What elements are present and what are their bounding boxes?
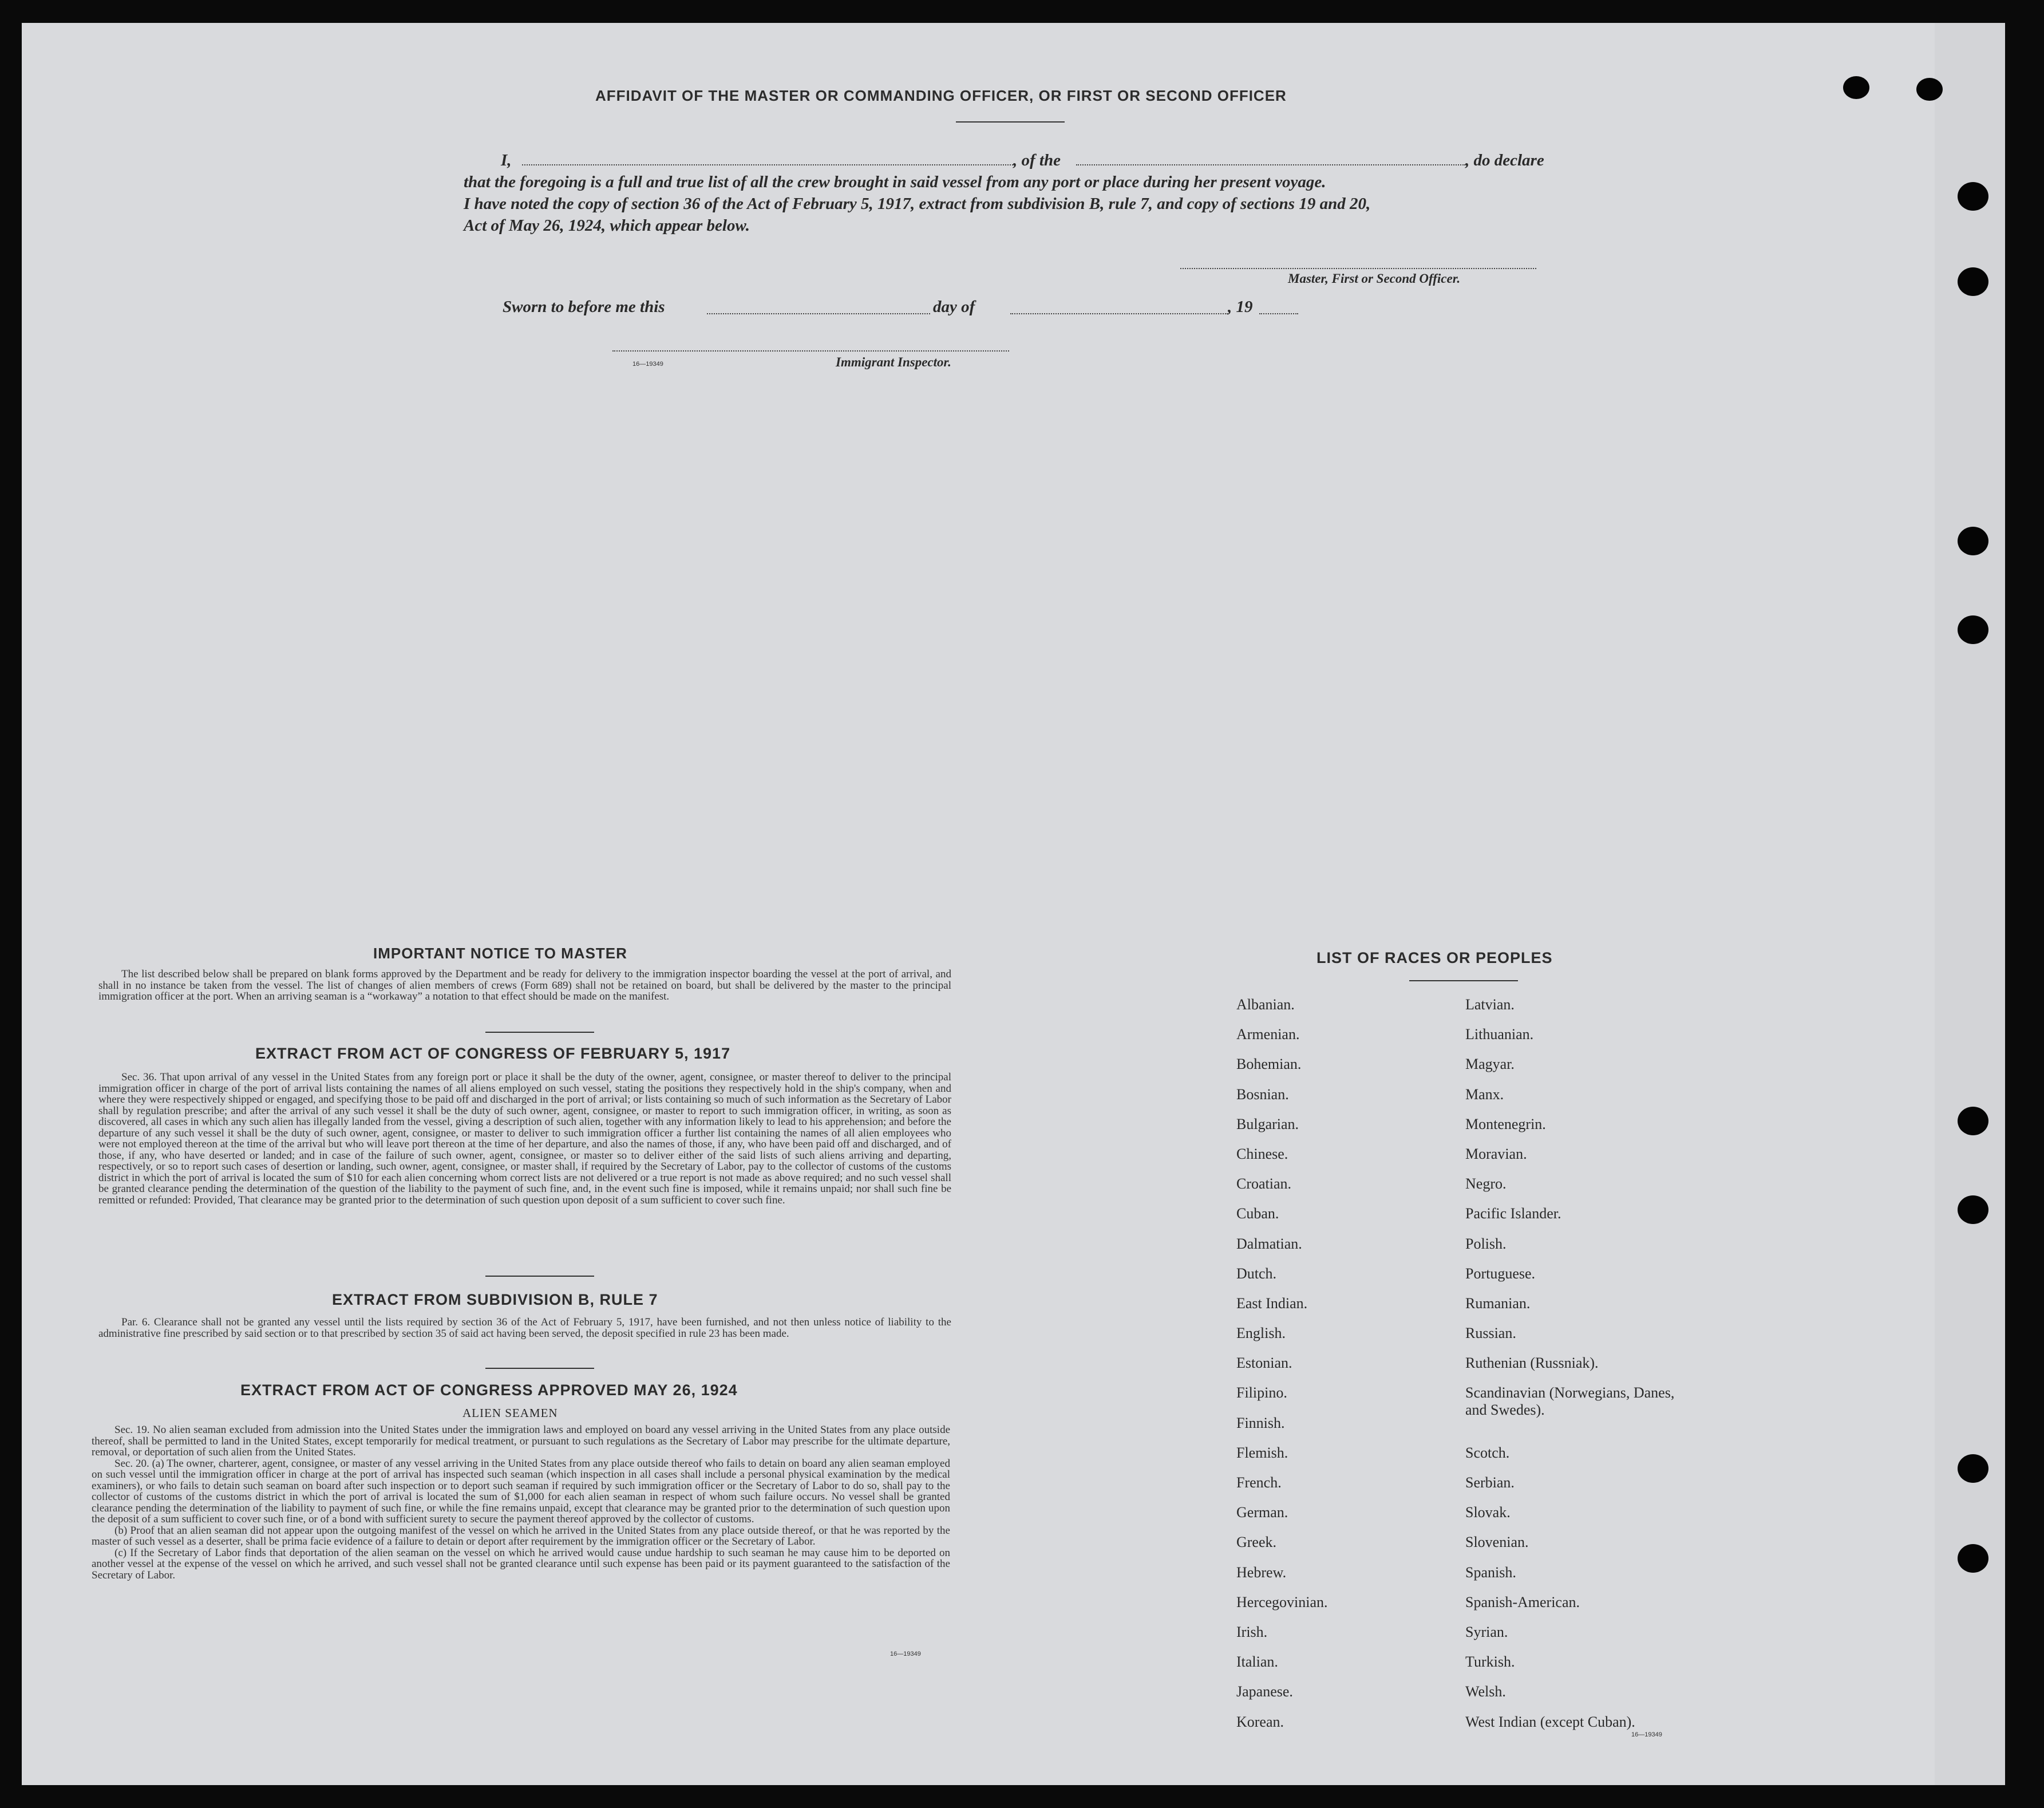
- year-prefix: , 19: [1228, 298, 1253, 316]
- race-item: Greek.: [1236, 1534, 1277, 1551]
- signature-label: Master, First or Second Officer.: [1288, 271, 1461, 286]
- race-item: Latvian.: [1465, 996, 1515, 1013]
- race-item: Armenian.: [1236, 1026, 1300, 1043]
- affidavit-title: AFFIDAVIT OF THE MASTER OR COMMANDING OFFICER, OR FIRST OR SECOND OFFICER: [595, 87, 1287, 104]
- race-item: Serbian.: [1465, 1474, 1515, 1491]
- race-item: West Indian (except Cuban).: [1465, 1713, 1635, 1730]
- race-item: Polish.: [1465, 1235, 1507, 1252]
- race-item: Irish.: [1236, 1623, 1268, 1640]
- race-item: Bulgarian.: [1236, 1115, 1299, 1132]
- title-underline: [956, 121, 1065, 123]
- form-number: 16—19349: [632, 361, 663, 368]
- sec-36-paragraph: Sec. 36. That upon arrival of any vessel in the United States from any foreign port or place it shall be the duty of the owner, agent, consignee, or master thereof to deliver to the principal immigration officer in charge of the port of arrival lists containing the names of all aliens employed on such vessel, stating the positions they respectively hold in the ship's company, when and where they were respectively shipped or engaged, and specifying those to be paid off and discharged in the port of arrival; or lists containing so much of such information as the Secretary of Labor shall by regulation prescribe; and after the arrival of any such vessel it shall be the duty of such owner, agent, consignee, or master to report to such immigration officer, in writing, as soon as discovered, all cases in which any such alien has illegally landed from the vessel, giving a description of such alien, together with any information likely to lead to his apprehension; and before the departure of any such vessel it shall be the duty of such owner, agent, consignee, or master to deliver to such immigration officer a further list containing the names of all alien employees who were not employed thereon at the time of the arrival but who will leave port thereon at the time of her departure, and also the names of those, if any, who have been paid off and discharged, and of those, if any, who have deserted or landed; and in case of the failure of such owner, agent, consignee, or master so to deliver either of the said lists of such aliens arriving and departing, respectively, or so to report such cases of desertion or landing, such owner, agent, consignee, or master shall, if required by the Secretary of Labor, pay to the collector of customs of the customs district in which the port of arrival is located the sum of $10 for each alien concerning whom correct lists are not delivered or a true report is not made as above required; and no such vessel shall be granted clearance pending the determination of the question of the liability to the payment of such fine, and, in the event such fine is imposed, while it remains unpaid; nor shall such fine be remitted or refunded: Provided, That clearance may be granted prior to the determination of such question upon deposit of a sum sufficient to cover such fine.: [98, 1071, 951, 1206]
- race-item: English.: [1236, 1325, 1286, 1342]
- race-item: Montenegrin.: [1465, 1115, 1546, 1132]
- vessel-blank: [1076, 164, 1465, 165]
- sworn-text: Sworn to before me this: [503, 298, 665, 316]
- race-item: Bohemian.: [1236, 1056, 1302, 1073]
- race-item: Portuguese.: [1465, 1265, 1536, 1282]
- race-item: Finnish.: [1236, 1414, 1285, 1431]
- signature-line: [1180, 268, 1536, 269]
- extract-1924-title: EXTRACT FROM ACT OF CONGRESS APPROVED MAY 26, 1924: [240, 1381, 738, 1399]
- races-divider: [1409, 980, 1518, 981]
- notice-body: [98, 969, 951, 1002]
- day-of: day of: [933, 298, 975, 316]
- races-title: LIST OF RACES OR PEOPLES: [1316, 949, 1553, 966]
- sec-20c-paragraph: (c) If the Secretary of Labor finds that deportation of the alien seaman on the vessel on which he arrived would cause undue hardship to such seaman he may cause him to be deported on another vessel at the expense of the vessel on which he arrived, and such vessel shall not be granted clearance until such expense has been paid or its payment guaranteed to the satisfaction of the Secretary of Labor.: [92, 1546, 950, 1581]
- punch-hole: [1916, 78, 1943, 101]
- race-item: Slovenian.: [1465, 1534, 1529, 1551]
- race-item: Estonian.: [1236, 1355, 1292, 1372]
- race-item: Scandinavian (Norwegians, Danes, and Swedes).: [1465, 1384, 1675, 1419]
- punch-hole: [1958, 615, 1988, 644]
- punch-hole: [1958, 1454, 1988, 1483]
- race-item: Negro.: [1465, 1175, 1507, 1193]
- punch-hole: [1958, 1107, 1988, 1135]
- race-item: Magyar.: [1465, 1056, 1515, 1073]
- sec-20a-paragraph: Sec. 20. (a) The owner, charterer, agent, consignee, or master of any vessel arriving in the United States from any place outside thereof who fails to detain on board any alien seaman employed on such vessel until the immigration officer in charge at the port of arrival has inspected such seaman (which inspection in all cases shall include a personal physical examination by the medical examiners), or who fails to detain such seaman on board after such inspection or to deport such seaman if required by such immigration officer or the Secretary of Labor to do so, shall pay to the collector of customs of the customs district in which the port of arrival is located the sum of $1,000 for each alien seaman in respect of whom such failure occurs. No vessel shall be granted clearance pending the determination of the liability to payment of such fine, or while the fine remains unpaid, except that clearance may be granted prior to the determination of such question upon the deposit of a sum sufficient to cover such fine, or of a bond with sufficient surety to secure the payment thereof approved by the collector of customs.: [92, 1457, 950, 1525]
- race-item: Moravian.: [1465, 1145, 1527, 1162]
- race-item: Welsh.: [1465, 1683, 1506, 1700]
- race-item: Japanese.: [1236, 1683, 1293, 1700]
- race-item: French.: [1236, 1474, 1282, 1491]
- section-divider: [485, 1276, 594, 1277]
- race-item: Filipino.: [1236, 1384, 1287, 1402]
- races-right-column: [1465, 996, 1677, 1743]
- race-item: Turkish.: [1465, 1653, 1515, 1671]
- affidavit-do-declare: , do declare: [1465, 151, 1544, 169]
- punch-hole: [1958, 527, 1988, 555]
- race-item: Spanish-American.: [1465, 1593, 1580, 1610]
- inspector-line: [612, 350, 1009, 352]
- race-item: Korean.: [1236, 1713, 1284, 1730]
- race-item: Chinese.: [1236, 1145, 1288, 1162]
- month-blank: [1010, 313, 1228, 314]
- rule-7-title: EXTRACT FROM SUBDIVISION B, RULE 7: [332, 1291, 658, 1308]
- section-divider: [485, 1368, 594, 1369]
- race-item: Croatian.: [1236, 1175, 1292, 1193]
- race-item: Spanish.: [1465, 1564, 1516, 1581]
- notice-title: IMPORTANT NOTICE TO MASTER: [373, 945, 627, 962]
- race-item: Dalmatian.: [1236, 1235, 1302, 1252]
- race-item: Albanian.: [1236, 996, 1295, 1013]
- race-item: Flemish.: [1236, 1444, 1288, 1461]
- alien-seamen-subtitle: ALIEN SEAMEN: [462, 1406, 558, 1420]
- affidavit-i: I,: [501, 151, 512, 169]
- punch-hole: [1958, 182, 1988, 211]
- race-item: Lithuanian.: [1465, 1026, 1534, 1043]
- extract-1924-body: [92, 1424, 950, 1581]
- form-number: 16—19349: [1631, 1731, 1662, 1738]
- race-item: Italian.: [1236, 1653, 1278, 1671]
- punch-hole: [1958, 1544, 1988, 1573]
- affidavit-line-2: that the foregoing is a full and true list of all the crew brought in said vessel from any port or place during her present voyage.: [464, 173, 1326, 191]
- race-item: East Indian.: [1236, 1294, 1308, 1312]
- race-item: Bosnian.: [1236, 1085, 1289, 1103]
- extract-1917-title: EXTRACT FROM ACT OF CONGRESS OF FEBRUARY 5, 1917: [255, 1045, 731, 1062]
- affidavit-line-3: I have noted the copy of section 36 of the Act of February 5, 1917, extract from subdivision B, rule 7, and copy of sections 19 and 20,: [464, 195, 1371, 213]
- race-item: German.: [1236, 1504, 1288, 1521]
- race-item: Cuban.: [1236, 1205, 1279, 1222]
- race-item: Manx.: [1465, 1085, 1504, 1103]
- race-item: Syrian.: [1465, 1623, 1508, 1640]
- rule-7-body: [98, 1317, 951, 1339]
- race-item: Pacific Islander.: [1465, 1205, 1561, 1222]
- race-item: Scotch.: [1465, 1444, 1510, 1461]
- race-item: Dutch.: [1236, 1265, 1277, 1282]
- sec-19-paragraph: Sec. 19. No alien seaman excluded from admission into the United States under the immigration laws and employed on board any vessel arriving in the United States from any place outside thereof, shall be permitted to land in the United States, except temporarily for medical treatment, or pursuant to such regulations as the Secretary of Labor may prescribe for the ultimate departure, removal, or deportation of such alien from the United States.: [92, 1424, 950, 1458]
- race-item: Russian.: [1465, 1325, 1516, 1342]
- race-item: Slovak.: [1465, 1504, 1511, 1521]
- race-item: Rumanian.: [1465, 1294, 1531, 1312]
- punch-hole: [1958, 1195, 1988, 1224]
- race-item: Ruthenian (Russniak).: [1465, 1355, 1599, 1372]
- inspector-label: Immigrant Inspector.: [836, 355, 951, 369]
- race-item: Hercegovinian.: [1236, 1593, 1328, 1610]
- day-blank: [707, 313, 930, 314]
- form-number: 16—19349: [890, 1651, 921, 1657]
- races-left-column: [1236, 996, 1328, 1743]
- punch-hole: [1843, 76, 1869, 99]
- extract-1917-body: [98, 1072, 951, 1206]
- notice-paragraph: The list described below shall be prepared on blank forms approved by the Department and be ready for delivery to the immigration inspector boarding the vessel at the port of arrival, and shall in no instance be taken from the vessel. The list of changes of alien members of crews (Form 689) shall not be retained on board, but shall be delivered by the master to the principal immigration officer at the port. When an arriving seaman is a “workaway” a notation to that effect should be made on the manifest.: [98, 968, 951, 1002]
- punch-hole: [1958, 267, 1988, 296]
- name-blank: [522, 164, 1013, 165]
- section-divider: [485, 1032, 594, 1033]
- affidavit-of-the: , of the: [1013, 151, 1061, 169]
- race-item: Hebrew.: [1236, 1564, 1287, 1581]
- sec-20b-paragraph: (b) Proof that an alien seaman did not appear upon the outgoing manifest of the vessel on which he arrived in the United States from any place outside thereof, or that he was reported by the master of such vessel as a deserter, shall be prima facie evidence of a failure to detain or deport after requirement by the immigration officer or the Secretary of Labor.: [92, 1524, 950, 1548]
- par-6-paragraph: Par. 6. Clearance shall not be granted any vessel until the lists required by section 36 of the Act of February 5, 1917, have been furnished, and not then unless notice of liability to the administrative fine prescribed by said section or to that prescribed by section 35 of said act having been served, the deposit specified in rule 23 has been made.: [98, 1316, 951, 1340]
- affidavit-line-4: Act of May 26, 1924, which appear below.: [464, 216, 750, 235]
- year-blank: [1259, 313, 1298, 314]
